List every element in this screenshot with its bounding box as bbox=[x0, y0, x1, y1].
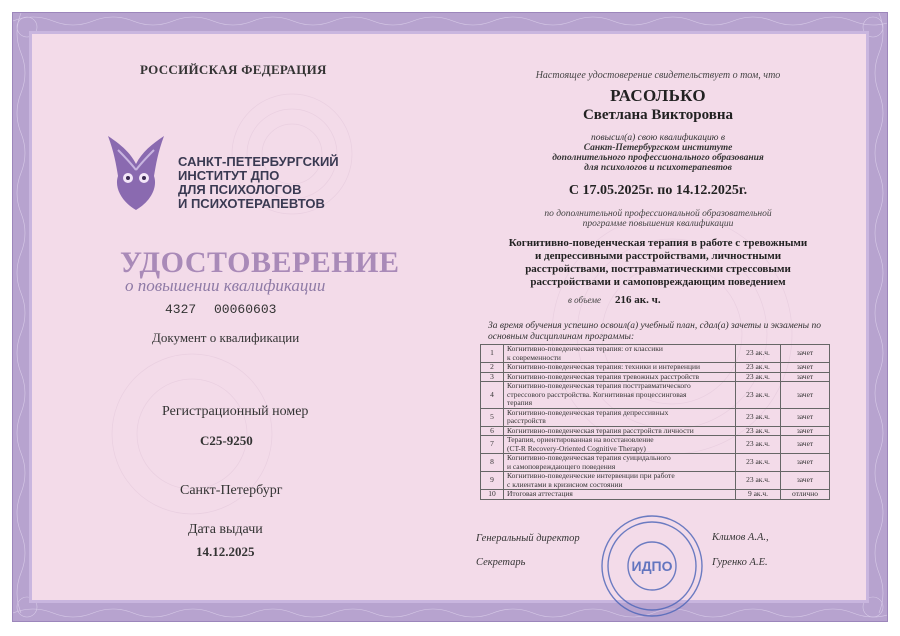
seal-stamp-icon bbox=[598, 512, 706, 620]
discipline-row bbox=[481, 345, 830, 363]
discipline-number: 5 bbox=[481, 408, 504, 426]
discipline-title-line: Итоговая аттестация bbox=[507, 489, 573, 498]
registration-number: С25-9250 bbox=[200, 433, 253, 448]
discipline-title-line: Когнитивно-поведенческая терапия: техники и интервенции bbox=[507, 362, 701, 371]
discipline-hours: 23 ак.ч. bbox=[736, 436, 781, 454]
owl-logo-icon bbox=[100, 130, 172, 212]
discipline-result: зачет bbox=[781, 345, 830, 363]
discipline-hours: 9 ак.ч. bbox=[736, 490, 781, 500]
discipline-hours: 23 ак.ч. bbox=[736, 426, 781, 436]
discipline-title-line: Когнитивно-поведенческие интервенции при работе bbox=[507, 471, 675, 480]
discipline-title-line: с клиентами в кризисном состоянии bbox=[507, 479, 623, 489]
discipline-number: 7 bbox=[481, 436, 504, 454]
discipline-title-line: Терапия, ориентированная на восстановление bbox=[507, 435, 654, 444]
document-type-label: Документ о квалификации bbox=[152, 330, 300, 345]
institute-line: И ПСИХОТЕРАПЕВТОВ bbox=[178, 196, 325, 211]
issue-date: 14.12.2025 bbox=[196, 544, 255, 559]
holder-name: Светлана Викторовна bbox=[582, 107, 734, 123]
discipline-number: 6 bbox=[481, 426, 504, 436]
institute-line: ДЛЯ ПСИХОЛОГОВ bbox=[178, 182, 302, 197]
discipline-number: 1 bbox=[481, 345, 504, 363]
discipline-title bbox=[504, 363, 736, 373]
discipline-row bbox=[481, 382, 830, 409]
training-period: С 17.05.2025г. по 14.12.2025г. bbox=[568, 183, 748, 198]
program-desc-line: программе повышения квалификации bbox=[582, 219, 734, 229]
registration-label: Регистрационный номер bbox=[162, 404, 309, 419]
discipline-result: зачет bbox=[781, 372, 830, 382]
discipline-title bbox=[504, 382, 736, 409]
discipline-result: зачет bbox=[781, 408, 830, 426]
holder-surname: РАСОЛЬКО bbox=[610, 86, 706, 105]
discipline-title-line: расстройств bbox=[507, 416, 546, 425]
issue-date-label: Дата выдачи bbox=[188, 522, 263, 537]
discipline-result: зачет bbox=[781, 472, 830, 490]
course-volume bbox=[568, 294, 661, 306]
discipline-hours: 23 ак.ч. bbox=[736, 382, 781, 409]
discipline-title-line: Когнитивно-поведенческая терапия расстройств личности bbox=[507, 425, 694, 435]
institute-name bbox=[178, 155, 339, 211]
course-title-line: Когнитивно-поведенческая терапия в работе с тревожными bbox=[508, 237, 808, 249]
program-desc-line: по дополнительной профессиональной образовательной bbox=[544, 209, 772, 219]
discipline-number: 10 bbox=[481, 490, 504, 500]
discipline-title bbox=[504, 454, 736, 472]
discipline-row bbox=[481, 436, 830, 454]
secretary-label: Секретарь bbox=[476, 557, 526, 568]
serial-number: 4327 00060603 bbox=[165, 302, 277, 317]
discipline-title bbox=[504, 436, 736, 454]
discipline-title-line: к современности bbox=[507, 352, 561, 362]
program-description bbox=[478, 209, 838, 229]
director-name: Климов А.А., bbox=[712, 532, 769, 543]
discipline-hours: 23 ак.ч. bbox=[736, 363, 781, 373]
discipline-row bbox=[481, 472, 830, 490]
discipline-title-line: терапия bbox=[507, 398, 533, 407]
discipline-title bbox=[504, 345, 736, 363]
discipline-row bbox=[481, 363, 830, 373]
discipline-number: 3 bbox=[481, 372, 504, 382]
certificate-title: УДОСТОВЕРЕНИЕ bbox=[120, 246, 400, 279]
discipline-hours: 23 ак.ч. bbox=[736, 372, 781, 382]
discipline-title-line: Когнитивно-поведенческая терапия депрессивных bbox=[507, 407, 669, 417]
discipline-result: зачет bbox=[781, 436, 830, 454]
discipline-title-line: Когнитивно-поведенческая терапия тревожных расстройств bbox=[507, 371, 700, 381]
discipline-title-line: Когнитивно-поведенческая терапия суицидального bbox=[507, 453, 671, 462]
institute-description bbox=[478, 133, 838, 173]
discipline-title bbox=[504, 490, 736, 500]
discipline-hours: 23 ак.ч. bbox=[736, 345, 781, 363]
city-label: Санкт-Петербург bbox=[180, 483, 283, 498]
institute-line: САНКТ-ПЕТЕРБУРГСКИЙ bbox=[178, 154, 339, 169]
course-title-line: расстройствами и самоповреждающим поведением bbox=[530, 276, 786, 288]
certificate-subtitle: о повышении квалификации bbox=[125, 276, 326, 295]
institute-desc-line: повысил(а) свою квалификацию в bbox=[591, 133, 725, 143]
discipline-result: зачет bbox=[781, 426, 830, 436]
course-title bbox=[478, 237, 838, 289]
secretary-name: Гуренко А.Е. bbox=[712, 557, 768, 568]
stamp-text: ИДПО bbox=[631, 558, 673, 574]
course-title-line: и депрессивными расстройствами, личностными bbox=[534, 250, 782, 262]
studied-text: За время обучения успешно освоил(а) учебный план, сдал(а) зачеты и экзамены по основным дисциплинам программы: bbox=[488, 321, 821, 342]
discipline-hours: 23 ак.ч. bbox=[736, 472, 781, 490]
discipline-row bbox=[481, 408, 830, 426]
discipline-title-line: (CT-R Recovery-Oriented Cognitive Therapy) bbox=[507, 443, 646, 453]
discipline-result: зачет bbox=[781, 363, 830, 373]
discipline-row bbox=[481, 454, 830, 472]
discipline-title bbox=[504, 472, 736, 490]
course-title-line: расстройствами, посттравматическими стрессовыми bbox=[525, 263, 791, 275]
discipline-row bbox=[481, 490, 830, 500]
institute-desc-line: Санкт-Петербургском институте bbox=[583, 143, 733, 153]
discipline-title bbox=[504, 408, 736, 426]
discipline-number: 2 bbox=[481, 363, 504, 373]
discipline-result: отлично bbox=[781, 490, 830, 500]
institute-line: ИНСТИТУТ ДПО bbox=[178, 168, 280, 183]
discipline-number: 9 bbox=[481, 472, 504, 490]
director-label: Генеральный директор bbox=[476, 533, 580, 544]
discipline-number: 4 bbox=[481, 382, 504, 409]
discipline-hours: 23 ак.ч. bbox=[736, 408, 781, 426]
discipline-hours: 23 ак.ч. bbox=[736, 454, 781, 472]
discipline-title-line: и самоповреждающего поведения bbox=[507, 461, 616, 471]
certify-text: Настоящее удостоверение свидетельствует о том, что bbox=[535, 70, 781, 81]
discipline-title-line: Когнитивно-поведенческая терапия посттравматического bbox=[507, 381, 691, 390]
volume-value: 216 ак. ч. bbox=[615, 294, 661, 306]
institute-desc-line: дополнительного профессионального образования bbox=[552, 153, 764, 163]
discipline-result: зачет bbox=[781, 454, 830, 472]
discipline-title-line: Когнитивно-поведенческая терапия: от классики bbox=[507, 344, 663, 353]
volume-label: в объеме bbox=[568, 295, 602, 305]
discipline-result: зачет bbox=[781, 382, 830, 409]
discipline-number: 8 bbox=[481, 454, 504, 472]
institute-desc-line: для психологов и психотерапевтов bbox=[584, 163, 732, 173]
discipline-title-line: стрессового расстройства. Когнитивная процессинговая bbox=[507, 389, 687, 399]
disciplines-table bbox=[480, 344, 830, 500]
country-label: РОССИЙСКАЯ ФЕДЕРАЦИЯ bbox=[140, 62, 327, 77]
